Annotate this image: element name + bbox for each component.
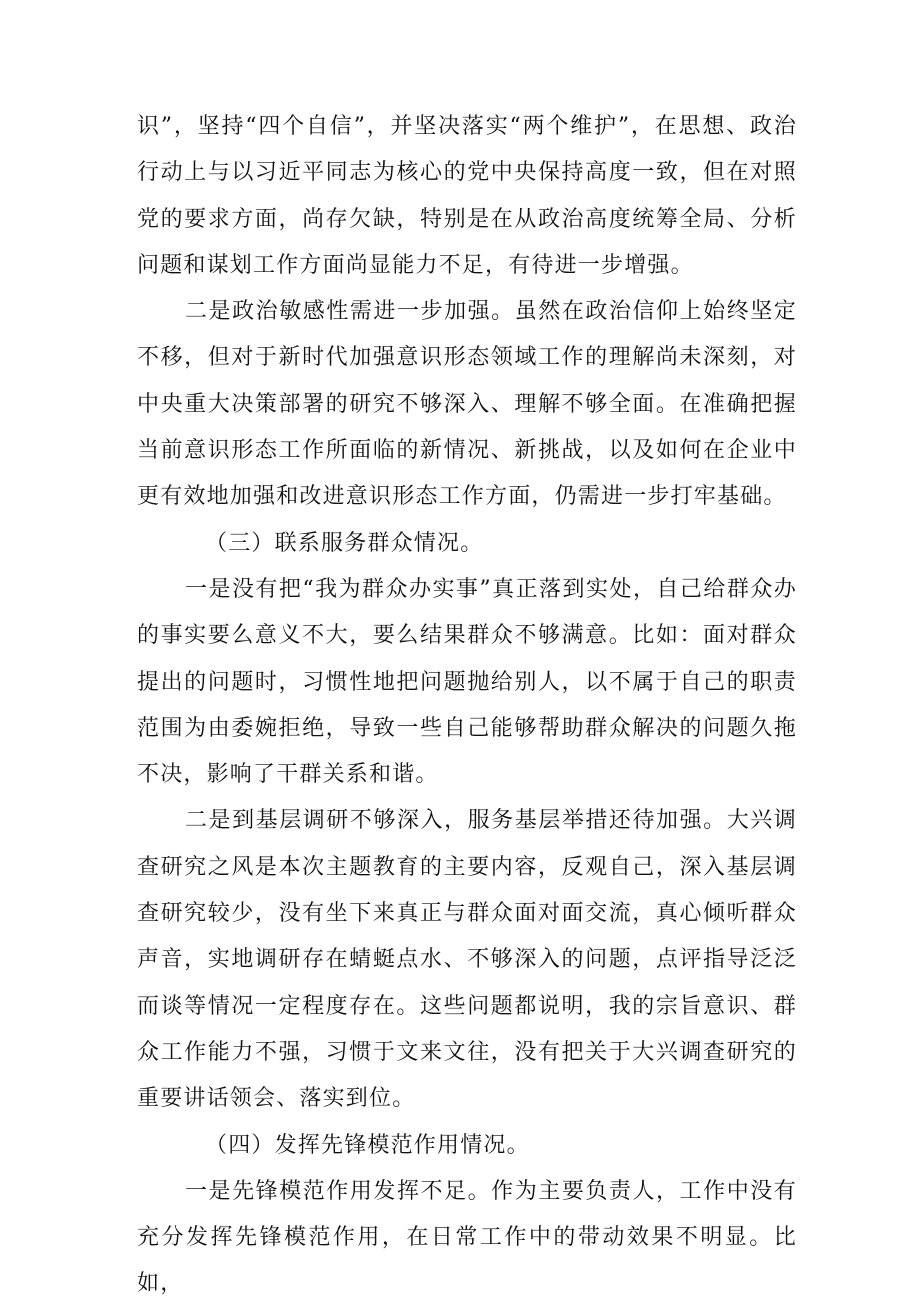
document-body — [137, 104, 797, 1308]
paragraph-political-sensitivity: 二是政治敏感性需进一步加强。虽然在政治信仰上始终坚定不移，但对于新时代加强意识形态领域工作的理解尚未深刻，对中央重大决策部署的研究不够深入、理解不够全面。在准确把握当前意识形态工作所面临的新情况、新挑战，以及如何在企业中更有效地加强和改进意识形态工作方面，仍需进一步打牢基础。 — [137, 299, 797, 510]
paragraph-serving-masses: 一是没有把“我为群众办实事”真正落到实处，自己给群众办的事实要么意义不大，要么结果群众不够满意。比如：面对群众提出的问题时，习惯性地把问题抛给别人，以不属于自己的职责范围为由委婉拒绝，导致一些自己能够帮助群众解决的问题久拖不决，影响了干群关系和谐。 — [137, 576, 797, 788]
paragraph-grassroots-research: 二是到基层调研不够深入，服务基层举措还待加强。大兴调查研究之风是本次主题教育的主要内容，反观自己，深入基层调查研究较少，没有坐下来真正与群众面对面交流，真心倾听群众声音，实地调研存在蜻蜓点水、不够深入的问题，点评指导泛泛而谈等情况一定程度存在。这些问题都说明，我的宗旨意识、群众工作能力不强，习惯于文来文往，没有把关于大兴调查研究的重要讲话领会、落实到位。 — [137, 808, 797, 1112]
section-heading-4: （四）发挥先锋模范作用情况。 — [205, 1132, 530, 1158]
paragraph-vanguard-role: 一是先锋模范作用发挥不足。作为主要负责人，工作中没有充分发挥先锋模范作用，在日常工作中的带动效果不明显。比如， — [137, 1178, 797, 1297]
section-heading-3: （三）联系服务群众情况。 — [205, 530, 484, 556]
paragraph-continuation: 识”，坚持“四个自信”，并坚决落实“两个维护”，在思想、政治行动上与以习近平同志为核心的党中央保持高度一致，但在对照党的要求方面，尚存欠缺，特别是在从政治高度统筹全局、分析问题和谋划工作方面尚显能力不足，有待进一步增强。 — [137, 114, 797, 278]
